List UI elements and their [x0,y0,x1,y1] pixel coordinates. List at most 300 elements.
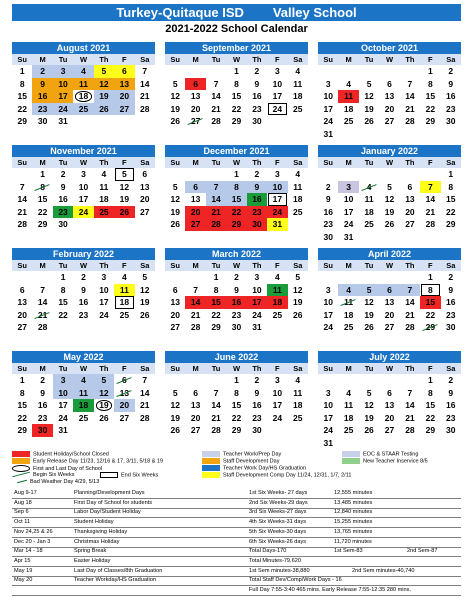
event-description: Easter Holiday [74,557,111,564]
weekday-header: Th [400,157,420,168]
weekday-header: Su [318,260,338,271]
district-banner: Turkey-Quitaque ISD Valley School [12,4,461,21]
legend-graduation [202,465,306,472]
weekday-header: Tu [53,54,73,65]
calendar-day: 4 [346,387,351,398]
calendar-day: 28 [425,219,436,229]
calendar-day: 7 [40,284,45,295]
calendar-day: 20 [384,309,395,320]
calendar-day: 10 [53,78,73,91]
calendar-day: 31 [323,128,333,139]
calendar-day: 8 [19,387,25,398]
calendar-day: 19 [140,297,150,307]
calendar-day: 24 [252,309,262,320]
calendar-day: 8 [427,78,433,89]
calendar-day: 29 [425,116,436,126]
calendar-day: 10 [252,284,262,295]
calendar-day: 30 [446,322,456,332]
calendar-day: 4 [121,272,127,282]
calendar-day: 14 [405,400,415,410]
weekday-header: Th [247,157,267,168]
calendar-day: 27 [119,412,130,423]
weekday-header: W [73,260,93,271]
calendar-day: 26 [99,412,109,423]
month-title: September 2021 [165,42,308,54]
calendar-day: 3 [101,272,107,282]
staff-dev-total: Total Staff Dev/Comp/Work Days - 16 [249,577,342,584]
calendar-day: 4 [295,66,301,76]
calendar-day: 7 [19,181,25,192]
calendar-day: 8 [32,181,52,194]
day-grid [165,260,308,334]
event-date: Apr 15 [14,557,31,564]
calendar-day: 24 [99,309,109,320]
legend-staff-dev [202,458,279,465]
weekday-header: Sa [288,260,308,271]
empty-cell [185,65,205,78]
calendar-day: 2 [448,272,454,282]
weekday-header: Su [12,363,32,374]
calendar-day: 14 [211,400,221,410]
calendar-day: 31 [267,218,287,231]
weekday-header: Tu [206,363,226,374]
calendar-day: 1 [234,169,239,179]
calendar-day: 21 [190,309,201,320]
event-description: First Day of School for students [74,499,153,506]
calendar-day: 20 [114,90,134,103]
calendar-day: 12 [119,181,130,192]
swatch [202,458,220,464]
calendar-day: 5 [172,181,178,192]
row-divider [12,595,461,596]
calendar-day: 14 [185,296,205,309]
swatch [202,465,220,471]
six-weeks-minutes: 12,555 minutes [334,490,373,496]
row-divider [12,537,461,538]
legend-label: Staff Development Day [223,458,280,465]
calendar-day: 16 [252,400,262,410]
event-date: May 19 [14,567,33,574]
empty-cell [165,168,185,181]
empty-cell [165,374,185,387]
calendar-day: 18 [343,309,354,320]
slash-icon [12,472,30,478]
calendar-day: 1 [213,272,219,282]
weekday-header: Sa [288,363,308,374]
calendar-day: 30 [446,425,456,435]
calendar-day: 19 [364,309,374,320]
calendar-day: 26 [94,103,114,116]
calendar-day: 14 [140,78,150,89]
month-calendar [165,145,308,244]
calendar-day: 10 [323,91,333,101]
calendar-day: 25 [293,103,303,114]
calendar-day: 30 [247,218,267,231]
calendar-day: 30 [32,424,52,437]
calendar-day: 22 [425,103,436,114]
weekday-header: Su [318,54,338,65]
empty-cell [400,65,420,78]
calendar-day: 6 [114,374,134,387]
six-weeks-minutes: 12,840 minutes [334,509,373,516]
month-title: February 2022 [12,248,155,260]
calendar-day: 24 [323,425,333,435]
weekday-header: Th [400,363,420,374]
calendar-day: 16 [247,193,267,206]
legend-end-six [100,472,158,479]
calendar-day: 4 [346,78,351,89]
weekday-header: M [32,157,52,168]
weekday-header: M [185,157,205,168]
calendar-day: 1 [427,375,433,385]
calendar-day: 1 [234,66,239,76]
weekday-header: Th [94,54,114,65]
calendar-day: 13 [140,181,150,192]
calendar-day: 2 [448,66,454,76]
weekday-header: W [226,157,246,168]
calendar-day: 8 [234,387,239,398]
calendar-day: 15 [231,400,242,410]
calendar-day: 19 [293,297,303,307]
calendar-day: 29 [226,218,246,231]
calendar-day: 7 [142,375,148,385]
legend-label: Begin Six Weeks [33,472,75,478]
calendar-day: 3 [274,66,280,76]
calendar-day: 5 [172,78,178,89]
row-divider [12,517,461,518]
calendar-day: 26 [293,309,303,320]
calendar-day: 22 [58,309,68,320]
calendar-day: 4 [274,272,280,282]
month-title: March 2022 [165,248,308,260]
calendar-day: 26 [364,116,374,126]
calendar-day: 28 [405,322,415,332]
calendar-day: 24 [343,219,354,229]
six-weeks-minutes: 11,720 minutes [334,538,372,545]
swatch [202,472,220,478]
calendar-day: 7 [213,78,219,89]
calendar-day: 20 [140,194,150,204]
calendar-day: 25 [293,412,303,423]
calendar-day: 9 [448,387,454,398]
month-calendar [12,145,155,244]
calendar-day: 8 [19,78,25,89]
day-grid [12,363,155,437]
calendar-day: 4 [73,65,93,78]
weekday-header: F [267,363,287,374]
swatch [342,451,360,457]
calendar-title: 2021-2022 School Calendar [165,23,308,35]
calendar-day: 28 [211,425,221,435]
calendar-day: 25 [73,103,93,116]
day-grid [12,54,155,128]
weekday-header: Th [400,260,420,271]
calendar-day: 26 [384,219,395,229]
calendar-day: 8 [420,284,440,297]
weekday-header: F [114,260,134,271]
row-divider [12,547,461,548]
calendar-day: 30 [323,231,333,242]
calendar-day: 15 [231,91,242,101]
calendar-day: 10 [78,181,89,192]
calendar-day: 27 [190,425,201,435]
six-weeks-label: 3rd Six Weeks-27 days [249,509,307,516]
calendar-day: 12 [364,297,374,307]
weekday-header: M [338,363,358,374]
day-grid [165,157,308,231]
calendar-day: 16 [32,90,52,103]
swatch [202,451,220,457]
empty-cell [32,271,52,284]
calendar-day: 3 [274,375,280,385]
calendar-day: 22 [17,412,27,423]
calendar-day: 18 [73,399,93,412]
calendar-day: 24 [267,206,287,219]
weekday-header: W [73,157,93,168]
calendar-day: 20 [170,309,180,320]
calendar-day: 17 [247,296,267,309]
calendar-day: 16 [226,296,246,309]
weekday-header: Sa [441,363,461,374]
event-date: Oct 11 [14,519,31,526]
calendar-day: 22 [231,103,242,114]
weekday-header: W [379,157,399,168]
empty-cell [12,271,32,284]
calendar-day: 20 [384,103,395,114]
weekday-header: Sa [135,260,155,271]
legend-label: Teacher Work/Prep Day [223,451,282,458]
empty-cell [338,374,358,387]
legend-label: End Six Weeks [121,472,159,479]
calendar-day: 21 [32,309,52,322]
month-title: July 2022 [318,351,461,363]
calendar-day: 27 [170,322,180,332]
empty-cell [185,271,205,284]
calendar-day: 9 [81,284,86,295]
weekday-header: Th [247,363,267,374]
legend-label: New Teacher Inservice 8/5 [363,458,428,465]
calendar-day: 25 [364,219,374,229]
weekday-header: Th [94,260,114,271]
empty-cell [318,374,338,387]
weekday-header: M [185,363,205,374]
month-title: January 2022 [318,145,461,157]
calendar-day: 8 [234,78,239,89]
calendar-day: 18 [343,103,354,114]
calendar-day: 28 [37,322,48,332]
calendar-day: 22 [226,206,246,219]
row-divider [12,566,461,567]
calendar-day: 18 [293,91,303,101]
calendar-day: 26 [170,425,180,435]
calendar-day: 27 [185,115,205,128]
calendar-day: 18 [73,90,93,103]
calendar-day: 12 [384,194,395,204]
calendar-day: 13 [114,78,134,91]
calendar-day: 1 [448,169,454,179]
legend-label: Early Release Day 11/23, 12/16 & 17, 3/11, 5/18 & 19 [33,458,164,465]
event-description: Spring Break [74,548,107,555]
calendar-day: 7 [206,181,226,194]
calendar-day: 29 [231,116,242,126]
calendar-day: 11 [338,90,358,103]
calendar-day: 15 [425,400,436,410]
calendar-day: 27 [384,425,395,435]
calendar-day: 14 [37,297,48,307]
calendar-day: 22 [425,309,436,320]
calendar-day: 4 [295,375,301,385]
circle-icon [12,465,30,472]
calendar-day: 5 [387,181,392,192]
calendar-day: 31 [58,425,68,435]
legend-label: Bad Weather Day 4/29, 5/13 [30,479,100,485]
calendar-day: 17 [323,412,333,423]
calendar-day: 8 [427,387,433,398]
six-weeks-label: 2nd Six Weeks-29 days [249,499,308,506]
calendar-day: 24 [58,412,68,423]
weekday-header: Tu [206,260,226,271]
calendar-day: 10 [99,284,109,295]
calendar-day: 26 [140,309,150,320]
day-grid [318,260,461,334]
weekday-header: M [338,54,358,65]
month-calendar [165,248,308,347]
six-weeks-minutes: 15,255 minutes [334,519,373,526]
empty-cell [338,168,358,181]
calendar-day: 16 [252,91,262,101]
calendar-day: 18 [114,296,134,309]
calendar-day: 2 [254,169,260,179]
calendar-day: 9 [247,181,267,194]
legend-first-last [12,465,102,472]
event-description: Thanksgiving Holiday [74,528,128,535]
calendar-day: 7 [420,181,440,194]
calendar-day: 23 [53,206,73,219]
calendar-day: 23 [446,412,456,423]
calendar-day: 17 [53,90,73,103]
six-weeks-minutes: 13,485 minutes [334,499,373,506]
calendar-day: 15 [58,297,68,307]
event-date: May 20 [14,577,33,584]
weekday-header: F [267,54,287,65]
calendar-day: 6 [19,284,25,295]
weekday-header: Sa [441,54,461,65]
calendar-day: 15 [420,296,440,309]
calendar-day: 21 [425,206,436,217]
calendar-day: 29 [211,322,221,332]
empty-cell [318,271,338,284]
calendar-day: 12 [140,284,150,295]
calendar-day: 30 [58,219,68,229]
weekday-header: W [226,260,246,271]
semester-1-days: 1st Sem-83 [334,548,363,555]
calendar-day: 22 [211,309,221,320]
row-divider [12,508,461,509]
calendar-day: 23 [37,412,48,423]
calendar-day: 21 [17,206,27,217]
weekday-header: Tu [53,157,73,168]
empty-cell [185,374,205,387]
calendar-day: 28 [190,322,201,332]
daily-schedule: Full Day 7:55-3:40 465 mins. Early Release 7:55-12:35 280 mins. [249,587,411,593]
calendar-day: 7 [407,387,413,398]
calendar-day: 23 [252,412,262,423]
calendar-day: 2 [325,181,331,192]
calendar-day: 19 [170,412,180,423]
calendar-day: 18 [343,412,354,423]
calendar-day: 30 [231,322,242,332]
calendar-day: 11 [99,181,109,192]
calendar-day: 6 [387,78,392,89]
calendar-day: 20 [185,206,205,219]
weekday-header: Su [318,157,338,168]
calendar-day: 25 [343,116,354,126]
calendar-day: 13 [190,91,201,101]
event-description: Planning/Development Days [74,490,145,496]
weekday-header: Tu [53,363,73,374]
calendar-day: 21 [140,400,150,410]
empty-cell [165,65,185,78]
calendar-day: 20 [405,206,415,217]
calendar-day: 28 [405,425,415,435]
calendar-day: 26 [170,116,180,126]
weekday-header: M [32,54,52,65]
weekday-header: Tu [206,54,226,65]
month-calendar [318,42,461,141]
month-calendar [318,145,461,244]
calendar-day: 5 [94,374,114,387]
calendar-day: 9 [448,284,454,295]
calendar-day: 10 [267,181,287,194]
event-date: Aug 9-17 [14,490,37,496]
calendar-day: 2 [81,272,86,282]
weekday-header: Sa [135,157,155,168]
month-calendar [12,42,155,141]
calendar-day: 6 [142,169,148,179]
calendar-day: 7 [193,284,198,295]
empty-cell [359,168,379,181]
calendar-day: 10 [323,400,333,410]
row-divider [12,498,461,499]
weekday-header: Tu [206,157,226,168]
swatch [342,458,360,464]
empty-cell [338,65,358,78]
weekday-header: F [420,157,440,168]
month-calendar [318,351,461,450]
calendar-day: 29 [37,219,48,229]
legend-label: Staff Development Comp Day 11/24, 12/31, 1/7, 2/11 [223,472,352,479]
row-divider [12,585,461,586]
event-date: Dec 20 - Jan 3 [14,538,51,545]
legend-early-release [12,458,163,465]
calendar-day: 18 [99,194,109,204]
day-grid [165,54,308,128]
calendar-day: 24 [267,103,287,116]
calendar-day: 11 [73,387,93,400]
legend-label: Teacher Work Day/HS Graduation [223,465,307,472]
month-title: November 2021 [12,145,155,157]
calendar-day: 12 [170,91,180,101]
weekday-header: W [226,363,246,374]
calendar-day: 25 [119,309,130,320]
calendar-day: 13 [190,194,201,204]
month-title: April 2022 [318,248,461,260]
calendar-day: 11 [293,387,303,398]
calendar-day: 16 [446,297,456,307]
calendar-day: 1 [19,66,25,76]
weekday-header: Su [12,157,32,168]
six-weeks-minutes: 13,765 minutes [334,528,373,535]
